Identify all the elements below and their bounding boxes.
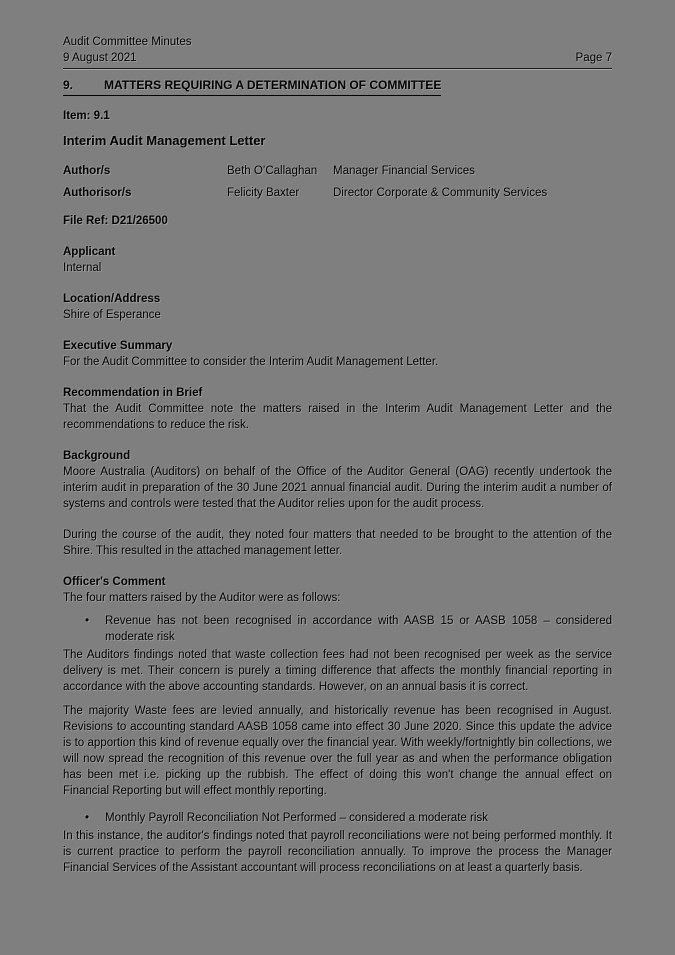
author-position: Manager Financial Services xyxy=(333,165,475,177)
bullet-icon: • xyxy=(85,615,90,627)
applicant-section xyxy=(63,244,612,276)
location-section xyxy=(63,291,612,323)
section-number: 9. xyxy=(63,78,74,92)
officers-comment-para-2: The majority Waste fees are levied annually, and historically revenue has been recognised in August. Revisions to accounting standard AASB 1058 came into effect 30 June 2020. Since this update the advice is to apportion this kind of revenue equally over the financial year. With weekly/fortnightly bin collections, we will now spread the recognition of this revenue over the full year as and when the performance obligation has been met i.e. picking up the rubbish. The effect of doing this won't change the annual effect on Financial Reporting but will effect monthly reporting. xyxy=(63,705,612,797)
authorisor-position: Director Corporate & Community Services xyxy=(333,187,548,199)
officers-comment-intro: The four matters raised by the Auditor were as follows: xyxy=(63,592,341,604)
authors-table xyxy=(63,163,612,201)
item-label: Item: 9.1 xyxy=(63,110,110,122)
file-ref: File Ref: D21/26500 xyxy=(63,215,168,227)
officers-comment-section xyxy=(63,574,612,876)
doc-header xyxy=(63,34,612,69)
authorisor-label: Authorisor/s xyxy=(63,187,132,199)
executive-summary-label: Executive Summary xyxy=(63,340,173,352)
applicant-label: Applicant xyxy=(63,246,116,258)
bullet-revenue-text: Revenue has not been recognised in accordance with AASB 15 or AASB 1058 – considered moderate risk xyxy=(105,615,612,643)
location-label: Location/Address xyxy=(63,293,161,305)
author-label: Author/s xyxy=(63,165,111,177)
executive-summary-section xyxy=(63,338,612,370)
officers-comment-para-1: The Auditors findings noted that waste collection fees had not been recognised per week as the service delivery is met. Their concern is purely a timing difference that affects the monthly financial reporting in accordance with the above accounting standards. However, on an annual basis it is correct. xyxy=(63,649,612,693)
authorisor-name: Felicity Baxter xyxy=(227,187,300,199)
bullet-item-revenue xyxy=(85,613,612,645)
bullet-item-payroll xyxy=(85,810,612,826)
bullet-payroll-text: Monthly Payroll Reconciliation Not Performed – considered a moderate risk xyxy=(105,812,488,824)
section-9-heading-text xyxy=(63,77,441,96)
background-label: Background xyxy=(63,450,131,462)
background-para-2: During the course of the audit, they noted four matters that needed to be brought to the attention of the Shire. This resulted in the attached management letter. xyxy=(63,529,612,557)
background-para-1: Moore Australia (Auditors) on behalf of the Office of the Auditor General (OAG) recently undertook the interim audit in preparation of the 30 June 2021 annual financial audit. During the interim audit a number of systems and controls were tested that the Auditor relies upon for the audit process. xyxy=(63,466,612,510)
bullet-icon: • xyxy=(85,812,90,824)
recommendation-label: Recommendation in Brief xyxy=(63,387,203,399)
item-title: Interim Audit Management Letter xyxy=(63,133,266,148)
location-value: Shire of Esperance xyxy=(63,309,161,321)
recommendation-section xyxy=(63,385,612,433)
officers-comment-para-3: In this instance, the auditor's findings noted that payroll reconciliations were not being performed monthly. It is current practice to perform the payroll reconciliation annually. To improve the process the Manager Financial Services of the Assistant accountant will process reconciliations on at least a quarterly basis. xyxy=(63,830,612,874)
doc-date: 9 August 2021 xyxy=(63,52,137,64)
executive-summary-body: For the Audit Committee to consider the Interim Audit Management Letter. xyxy=(63,356,439,368)
recommendation-body: That the Audit Committee note the matters raised in the Interim Audit Management Letter and the recommendations to reduce the risk. xyxy=(63,403,612,431)
applicant-value: Internal xyxy=(63,262,102,274)
background-section xyxy=(63,448,612,559)
section-9-heading xyxy=(63,77,612,96)
doc-title: Audit Committee Minutes xyxy=(63,36,192,48)
author-name: Beth O’Callaghan xyxy=(227,165,318,177)
page-number: Page 7 xyxy=(575,52,612,64)
officers-comment-label: Officer's Comment xyxy=(63,576,166,588)
section-title: MATTERS REQUIRING A DETERMINATION OF COMMITTEE xyxy=(104,78,442,92)
